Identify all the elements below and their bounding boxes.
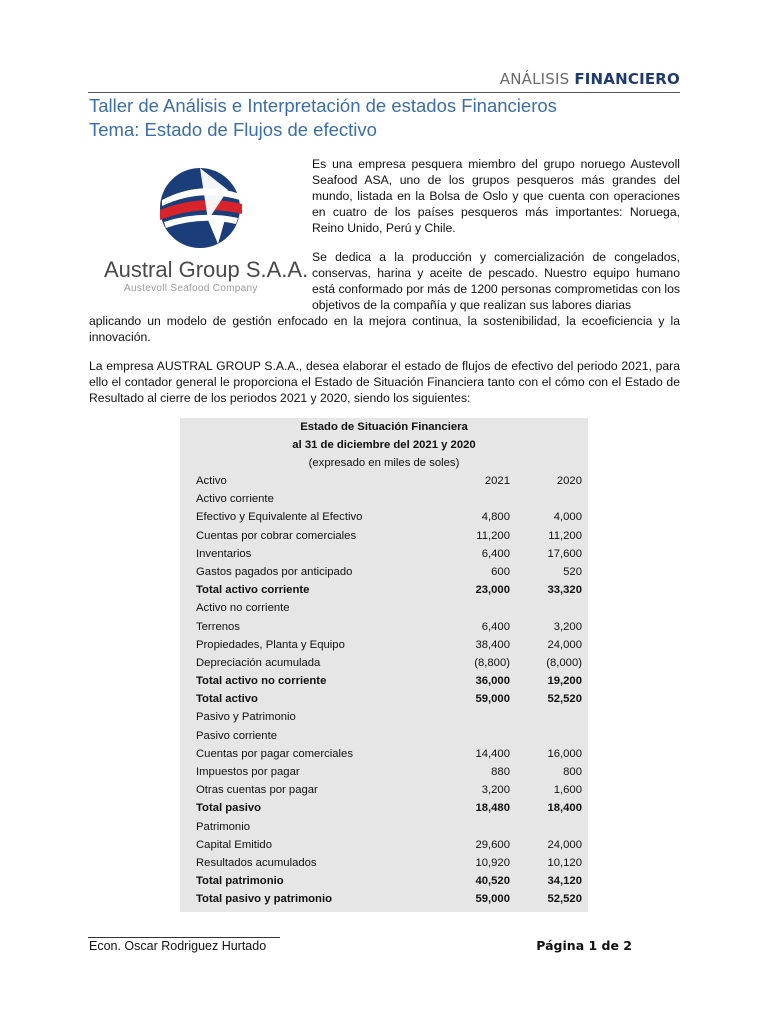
row-label: Terrenos	[196, 620, 240, 633]
value-2020: 2020	[556, 475, 582, 487]
value-2020: 11,200	[548, 529, 582, 542]
value-2021: 36,000	[475, 675, 510, 688]
row-label: Otras cuentas por pagar	[196, 784, 318, 797]
value-2021: 14,400	[475, 747, 510, 760]
value-2021: 23,000	[475, 584, 510, 597]
value-2021: 2021	[484, 475, 510, 487]
table-units: (expresado en miles de soles)	[308, 457, 460, 469]
company-activity-paragraph: Se dedica a la producción y comercialización de congelados, conservas, harina y aceite de pescado. Nuestro equipo humano está conformado por más de 1200 personas comprometidas con los objetivos de la compañía y que realizan sus labores diarias	[312, 250, 680, 312]
row-label: Total patrimonio	[196, 875, 284, 888]
value-2021: 6,400	[481, 547, 510, 560]
footer-page-number: Página 1 de 2	[536, 938, 632, 953]
row-label: Pasivo corriente	[196, 729, 277, 742]
table-body	[180, 472, 588, 909]
row-label: Total activo no corriente	[196, 675, 327, 688]
row-label: Gastos pagados por anticipado	[196, 565, 353, 578]
company-activity-paragraph-continued: aplicando un modelo de gestión enfocado en la mejora continua, la sostenibilidad, la ecoeficiencia y la innovación.	[89, 314, 680, 344]
table-title: Estado de Situación Financiera	[300, 421, 468, 433]
table-row	[180, 818, 588, 836]
table-row	[180, 708, 588, 726]
table-row	[180, 763, 588, 781]
row-label: Activo no corriente	[196, 602, 290, 615]
table-row	[180, 727, 588, 745]
value-2021: 18,480	[475, 802, 510, 815]
table-row	[180, 654, 588, 672]
table-row	[180, 508, 588, 526]
value-2021: 6,400	[481, 620, 510, 633]
row-label: Activo	[196, 475, 227, 487]
value-2020: 24,000	[547, 638, 582, 651]
logo-company-name: Austral Group S.A.A.	[104, 257, 309, 282]
table-row	[180, 618, 588, 636]
table-row	[180, 799, 588, 817]
row-label: Total pasivo	[196, 802, 262, 815]
value-2021: 3,200	[481, 784, 510, 797]
table-title-date: al 31 de diciembre del 2021 y 2020	[292, 439, 476, 451]
row-label: Pasivo y Patrimonio	[196, 711, 296, 724]
table-row	[180, 890, 588, 908]
header-bold-text: FINANCIERO	[574, 70, 680, 88]
value-2020: 52,520	[547, 893, 582, 906]
value-2020: 1,600	[553, 784, 582, 797]
value-2020: (8,000)	[546, 656, 582, 669]
value-2020: 16,000	[547, 747, 582, 760]
value-2020: 3,200	[553, 620, 582, 633]
value-2020: 17,600	[547, 547, 582, 560]
value-2020: 520	[563, 565, 582, 578]
value-2021: 880	[491, 766, 510, 778]
row-label: Total activo corriente	[196, 584, 310, 597]
table-row	[180, 872, 588, 890]
value-2021: 38,400	[475, 638, 510, 651]
table-row	[180, 490, 588, 508]
table-row	[180, 636, 588, 654]
value-2020: 24,000	[547, 838, 582, 851]
table-row	[180, 472, 588, 490]
value-2020: 10,120	[547, 856, 582, 869]
table-row	[180, 527, 588, 545]
value-2021: 600	[491, 565, 510, 578]
row-label: Inventarios	[196, 547, 252, 560]
task-statement-paragraph: La empresa AUSTRAL GROUP S.A.A., desea elaborar el estado de flujos de efectivo del periodo 2021, para ello el contador general le proporciona el Estado de Situación Financiera tanto con el cómo con el Estado de Resultado al cierre de los periodos 2021 y 2020, siendo los siguientes:	[89, 359, 680, 405]
row-label: Patrimonio	[196, 820, 250, 833]
row-label: Cuentas por cobrar comerciales	[196, 529, 357, 542]
table-row	[180, 672, 588, 690]
value-2021: 59,000	[475, 693, 510, 706]
value-2020: 18,400	[547, 802, 582, 815]
value-2021: 29,600	[475, 838, 510, 851]
table-row	[180, 781, 588, 799]
value-2020: 19,200	[547, 675, 582, 688]
footer-author: Econ. Oscar Rodriguez Hurtado	[89, 939, 267, 953]
table-row	[180, 690, 588, 708]
table-row	[180, 599, 588, 617]
table-row	[180, 836, 588, 854]
row-label: Depreciación acumulada	[196, 656, 321, 669]
header-light-text: ANÁLISIS	[499, 70, 575, 88]
row-label: Efectivo y Equivalente al Efectivo	[196, 511, 363, 524]
row-label: Activo corriente	[196, 493, 274, 506]
value-2021: (8,800)	[474, 656, 510, 669]
value-2021: 40,520	[475, 875, 510, 888]
row-label: Cuentas por pagar comerciales	[196, 747, 353, 760]
header-divider	[88, 92, 680, 93]
logo-company-subtitle: Austevoll Seafood Company	[124, 283, 258, 294]
document-header	[500, 70, 680, 88]
table-row	[180, 581, 588, 599]
value-2021: 4,800	[481, 511, 510, 524]
table-row	[180, 563, 588, 581]
row-label: Total pasivo y patrimonio	[196, 893, 332, 906]
table-row	[180, 545, 588, 563]
row-label: Resultados acumulados	[196, 856, 317, 869]
document-title: Taller de Análisis e Interpretación de estados Financieros	[89, 95, 557, 116]
table-row	[180, 745, 588, 763]
value-2020: 4,000	[553, 511, 582, 524]
row-label: Capital Emitido	[196, 838, 272, 851]
value-2021: 59,000	[475, 893, 510, 906]
value-2021: 11,200	[476, 529, 510, 542]
company-description-paragraph: Es una empresa pesquera miembro del grupo noruego Austevoll Seafood ASA, uno de los grupos pesqueros más grandes del mundo, listada en la Bolsa de Oslo y que cuenta con operaciones en cuatro de los países pesqueros más importantes: Noruega, Reino Unido, Perú y Chile.	[312, 157, 680, 235]
value-2020: 52,520	[547, 693, 582, 706]
value-2020: 34,120	[547, 875, 582, 888]
row-label: Impuestos por pagar	[196, 766, 300, 778]
document-subtitle: Tema: Estado de Flujos de efectivo	[89, 119, 377, 140]
row-label: Propiedades, Planta y Equipo	[196, 638, 345, 651]
table-row	[180, 854, 588, 872]
value-2021: 10,920	[475, 856, 510, 869]
value-2020: 33,320	[547, 584, 582, 597]
value-2020: 800	[563, 766, 582, 778]
footer-divider	[88, 937, 280, 938]
row-label: Total activo	[196, 693, 258, 706]
balance-sheet-table	[180, 418, 588, 912]
